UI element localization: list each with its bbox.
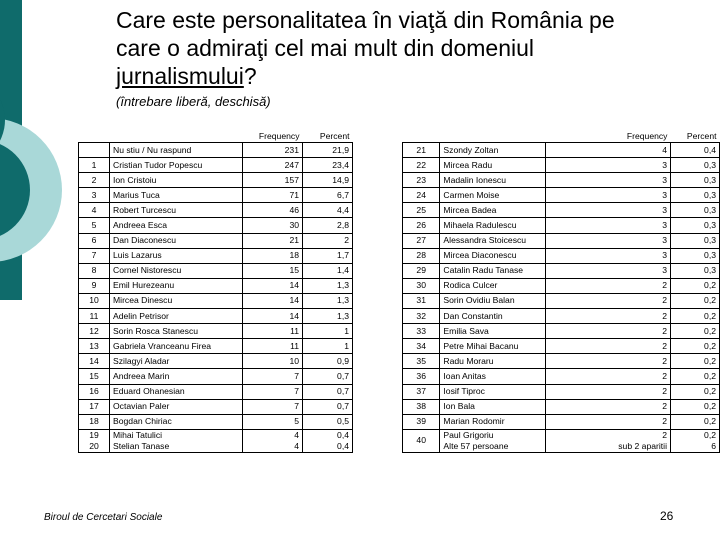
row-number: 29: [403, 263, 440, 278]
percent-value: 0,2: [670, 384, 719, 399]
slide-subtitle: (întrebare liberă, deschisă): [116, 94, 271, 109]
percent-value: 0,7: [303, 399, 353, 414]
frequency-value: 231: [243, 143, 303, 158]
frequency-value: 21: [243, 233, 303, 248]
person-name: Mircea Badea: [440, 203, 546, 218]
frequency-value: 3: [546, 248, 671, 263]
row-number: 22: [403, 158, 440, 173]
percent-value: 1: [303, 324, 353, 339]
table-row: [403, 233, 720, 248]
percent-value: 0,2 6: [670, 429, 719, 452]
percent-value: 4,4: [303, 203, 353, 218]
frequency-value: 2: [546, 369, 671, 384]
row-number: 7: [79, 248, 110, 263]
table-row: [79, 339, 353, 354]
percent-value: 2: [303, 233, 353, 248]
frequency-value: 10: [243, 354, 303, 369]
table-row: [79, 263, 353, 278]
frequency-value: 14: [243, 309, 303, 324]
frequency-value: 2 sub 2 aparitii: [546, 429, 671, 452]
person-name: Radu Moraru: [440, 354, 546, 369]
row-number: 23: [403, 173, 440, 188]
table-row: [403, 188, 720, 203]
percent-value: 1,3: [303, 309, 353, 324]
person-name: Szilagyi Aladar: [110, 354, 243, 369]
row-number: 39: [403, 414, 440, 429]
percent-value: 0,3: [670, 263, 719, 278]
row-number: 4: [79, 203, 110, 218]
row-number: 27: [403, 233, 440, 248]
percent-value: 1,4: [303, 263, 353, 278]
table-row: [79, 354, 353, 369]
frequency-value: 5: [243, 414, 303, 429]
row-number: 15: [79, 369, 110, 384]
frequency-value: 2: [546, 399, 671, 414]
person-name: Luis Lazarus: [110, 248, 243, 263]
row-number: 40: [403, 429, 440, 452]
table-row: [79, 429, 353, 452]
person-name: Dan Constantin: [440, 309, 546, 324]
person-name: Octavian Paler: [110, 399, 243, 414]
person-name: Adelin Petrisor: [110, 309, 243, 324]
row-number: 25: [403, 203, 440, 218]
row-number: 16: [79, 384, 110, 399]
table-row: [403, 203, 720, 218]
frequency-header: Frequency: [258, 130, 300, 141]
percent-value: 1,3: [303, 293, 353, 308]
row-number: 26: [403, 218, 440, 233]
frequency-value: 2: [546, 293, 671, 308]
row-number: 21: [403, 143, 440, 158]
frequency-value: 3: [546, 158, 671, 173]
table-row: [403, 158, 720, 173]
person-name: Ion Cristoiu: [110, 173, 243, 188]
table-row: [79, 369, 353, 384]
table-row: [403, 309, 720, 324]
person-name: Mircea Dinescu: [110, 293, 243, 308]
person-name: Emilia Sava: [440, 324, 546, 339]
percent-value: 0,2: [670, 293, 719, 308]
row-number: 37: [403, 384, 440, 399]
frequency-value: 7: [243, 384, 303, 399]
frequency-value: 30: [243, 218, 303, 233]
right-frequency-table: [402, 130, 720, 453]
table-row: [79, 173, 353, 188]
row-number: 24: [403, 188, 440, 203]
table-row: [79, 248, 353, 263]
frequency-value: 3: [546, 218, 671, 233]
person-name: Rodica Culcer: [440, 278, 546, 293]
frequency-header: Frequency: [626, 130, 668, 141]
row-number: 38: [403, 399, 440, 414]
percent-value: 0,3: [670, 218, 719, 233]
frequency-value: 11: [243, 324, 303, 339]
person-name: Sorin Ovidiu Balan: [440, 293, 546, 308]
table-header-row: [79, 130, 353, 143]
row-number: 9: [79, 278, 110, 293]
left-frequency-table: [78, 130, 353, 453]
percent-value: 23,4: [303, 158, 353, 173]
person-name: Szondy Zoltan: [440, 143, 546, 158]
percent-value: 21,9: [303, 143, 353, 158]
row-number: 28: [403, 248, 440, 263]
frequency-value: 7: [243, 399, 303, 414]
table-row: [79, 278, 353, 293]
frequency-value: 2: [546, 278, 671, 293]
percent-value: 0,3: [670, 188, 719, 203]
row-number: 35: [403, 354, 440, 369]
percent-header: Percent: [686, 130, 717, 141]
row-number: 18: [79, 414, 110, 429]
table-row: [79, 293, 353, 308]
person-name: Mircea Diaconescu: [440, 248, 546, 263]
row-number: 33: [403, 324, 440, 339]
percent-value: 0,3: [670, 158, 719, 173]
frequency-value: 3: [546, 188, 671, 203]
percent-value: 1,3: [303, 278, 353, 293]
person-name: Mihaela Radulescu: [440, 218, 546, 233]
person-name: Dan Diaconescu: [110, 233, 243, 248]
table-row: [79, 399, 353, 414]
table-row: [403, 414, 720, 429]
person-name: Mihai Tatulici Stelian Tanase: [110, 429, 243, 452]
table-row: [79, 384, 353, 399]
percent-value: 0,2: [670, 414, 719, 429]
frequency-value: 11: [243, 339, 303, 354]
person-name: Cristian Tudor Popescu: [110, 158, 243, 173]
person-name: Catalin Radu Tanase: [440, 263, 546, 278]
table-row: [403, 369, 720, 384]
percent-value: 0,3: [670, 173, 719, 188]
table-row: [403, 399, 720, 414]
person-name: Nu stiu / Nu raspund: [110, 143, 243, 158]
person-name: Marius Tuca: [110, 188, 243, 203]
frequency-value: 2: [546, 384, 671, 399]
person-name: Robert Turcescu: [110, 203, 243, 218]
person-name: Eduard Ohanesian: [110, 384, 243, 399]
table-row: [79, 324, 353, 339]
row-number: 31: [403, 293, 440, 308]
frequency-value: 7: [243, 369, 303, 384]
row-number: 14: [79, 354, 110, 369]
frequency-value: 4: [546, 143, 671, 158]
row-number: 12: [79, 324, 110, 339]
row-number: 5: [79, 218, 110, 233]
percent-value: 6,7: [303, 188, 353, 203]
row-number: 10: [79, 293, 110, 308]
table-header-row: [403, 130, 720, 143]
person-name: Mircea Radu: [440, 158, 546, 173]
row-number: 17: [79, 399, 110, 414]
percent-value: 0,2: [670, 369, 719, 384]
table-row: [403, 293, 720, 308]
frequency-value: 3: [546, 263, 671, 278]
frequency-value: 3: [546, 203, 671, 218]
frequency-value: 247: [243, 158, 303, 173]
frequency-value: 2: [546, 324, 671, 339]
frequency-value: 157: [243, 173, 303, 188]
percent-value: 1,7: [303, 248, 353, 263]
row-number: [79, 143, 110, 158]
person-name: Paul Grigoriu Alte 57 persoane: [440, 429, 546, 452]
person-name: Gabriela Vranceanu Firea: [110, 339, 243, 354]
row-number: 3: [79, 188, 110, 203]
table-row: [403, 143, 720, 158]
percent-header: Percent: [319, 130, 350, 141]
frequency-value: 14: [243, 293, 303, 308]
table-row: [403, 218, 720, 233]
table-row: [403, 429, 720, 452]
percent-value: 0,2: [670, 354, 719, 369]
page-number: 26: [660, 509, 674, 523]
percent-value: 0,2: [670, 278, 719, 293]
table-row: [79, 309, 353, 324]
table-row: [79, 158, 353, 173]
table-row: [403, 354, 720, 369]
percent-value: 0,4: [670, 143, 719, 158]
row-number: 30: [403, 278, 440, 293]
percent-value: 0,4 0,4: [303, 429, 353, 452]
frequency-value: 46: [243, 203, 303, 218]
slide-title: Care este personalitatea în viaţă din România pe care o admiraţi cel mai mult din domeniul jurnalismului?: [116, 7, 615, 89]
person-name: Alessandra Stoicescu: [440, 233, 546, 248]
percent-value: 0,2: [670, 324, 719, 339]
person-name: Bogdan Chiriac: [110, 414, 243, 429]
person-name: Ioan Anitas: [440, 369, 546, 384]
row-number: 32: [403, 309, 440, 324]
percent-value: 0,2: [670, 309, 719, 324]
table-row: [403, 384, 720, 399]
table-row: [79, 188, 353, 203]
row-number: 34: [403, 339, 440, 354]
percent-value: 0,2: [670, 339, 719, 354]
frequency-value: 3: [546, 233, 671, 248]
table-row: [79, 414, 353, 429]
frequency-value: 2: [546, 354, 671, 369]
row-number: 1: [79, 158, 110, 173]
footer-organization: Biroul de Cercetari Sociale: [44, 512, 163, 523]
row-number: 36: [403, 369, 440, 384]
percent-value: 0,3: [670, 248, 719, 263]
table-row: [403, 248, 720, 263]
percent-value: 0,3: [670, 233, 719, 248]
percent-value: 0,9: [303, 354, 353, 369]
percent-value: 0,7: [303, 369, 353, 384]
row-number: 11: [79, 309, 110, 324]
frequency-value: 18: [243, 248, 303, 263]
frequency-value: 4 4: [243, 429, 303, 452]
row-number: 6: [79, 233, 110, 248]
frequency-value: 2: [546, 339, 671, 354]
person-name: Iosif Tiproc: [440, 384, 546, 399]
percent-value: 1: [303, 339, 353, 354]
person-name: Emil Hurezeanu: [110, 278, 243, 293]
table-row: [403, 324, 720, 339]
table-row: [403, 263, 720, 278]
row-number: 13: [79, 339, 110, 354]
person-name: Sorin Rosca Stanescu: [110, 324, 243, 339]
frequency-value: 14: [243, 278, 303, 293]
person-name: Carmen Moise: [440, 188, 546, 203]
person-name: Andreea Esca: [110, 218, 243, 233]
percent-value: 0,5: [303, 414, 353, 429]
table-row: [79, 143, 353, 158]
frequency-value: 2: [546, 309, 671, 324]
person-name: Madalin Ionescu: [440, 173, 546, 188]
person-name: Cornel Nistorescu: [110, 263, 243, 278]
table-row: [403, 339, 720, 354]
percent-value: 0,2: [670, 399, 719, 414]
frequency-value: 71: [243, 188, 303, 203]
person-name: Andreea Marin: [110, 369, 243, 384]
percent-value: 0,3: [670, 203, 719, 218]
table-row: [79, 203, 353, 218]
percent-value: 2,8: [303, 218, 353, 233]
table-row: [79, 218, 353, 233]
row-number: 8: [79, 263, 110, 278]
frequency-value: 15: [243, 263, 303, 278]
table-row: [403, 278, 720, 293]
table-row: [79, 233, 353, 248]
person-name: Marian Rodomir: [440, 414, 546, 429]
frequency-value: 3: [546, 173, 671, 188]
table-row: [403, 173, 720, 188]
person-name: Ion Bala: [440, 399, 546, 414]
frequency-value: 2: [546, 414, 671, 429]
percent-value: 14,9: [303, 173, 353, 188]
person-name: Petre Mihai Bacanu: [440, 339, 546, 354]
row-number: 2: [79, 173, 110, 188]
row-number: 19 20: [79, 429, 110, 452]
percent-value: 0,7: [303, 384, 353, 399]
